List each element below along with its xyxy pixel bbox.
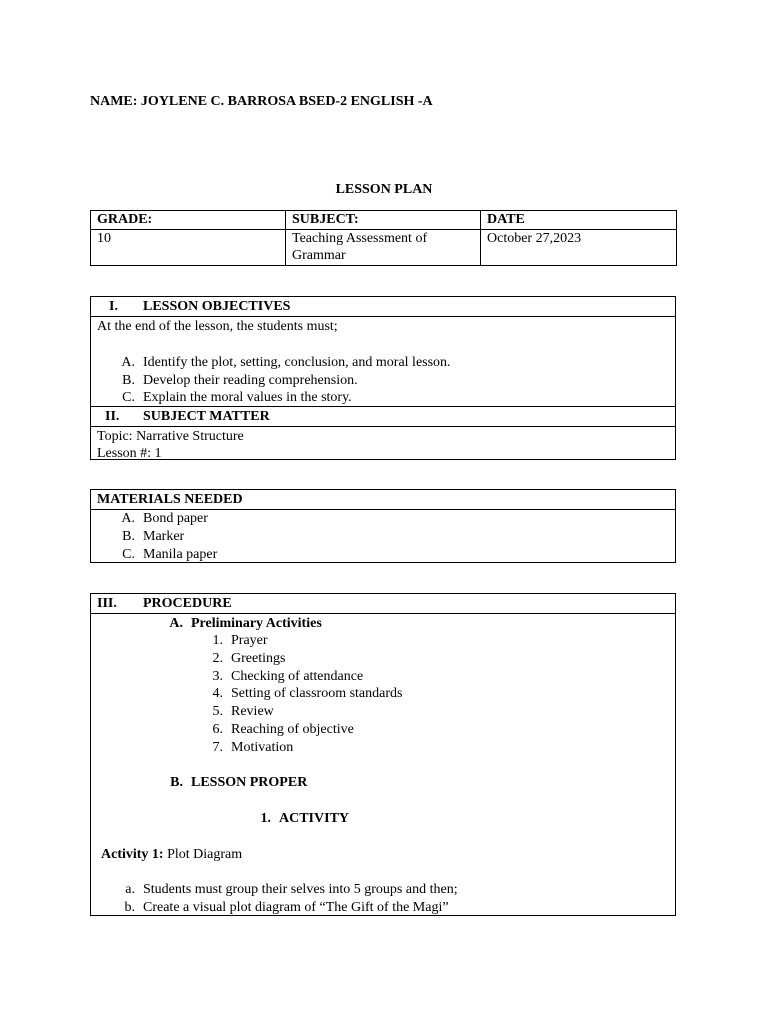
date-value: October 27,2023 xyxy=(481,230,677,266)
subject-value: Teaching Assessment of Grammar xyxy=(286,230,481,266)
preliminary-item: 6. Reaching of objective xyxy=(212,722,354,737)
student-name-line: NAME: JOYLENE C. BARROSA BSED-2 ENGLISH -A xyxy=(90,94,433,109)
preliminary-item: 3. Checking of attendance xyxy=(212,669,364,684)
topic-text: Topic: Narrative Structure xyxy=(97,429,244,444)
objectives-heading: LESSON OBJECTIVES xyxy=(143,299,291,314)
info-table xyxy=(90,210,677,266)
page-title: LESSON PLAN xyxy=(335,182,433,197)
subject-matter-number: II. xyxy=(105,409,120,424)
preliminary-item: 4. Setting of classroom standards xyxy=(212,686,403,701)
subject-matter-body xyxy=(91,427,675,462)
lesson-number-text: Lesson #: 1 xyxy=(97,446,162,461)
objectives-number: I. xyxy=(109,299,118,314)
procedure-body xyxy=(91,614,675,916)
objectives-header-row xyxy=(91,297,675,317)
objective-item: C. Explain the moral values in the story. xyxy=(122,390,352,405)
objectives-body xyxy=(91,317,675,407)
objectives-box xyxy=(90,296,676,460)
subject-header: SUBJECT: xyxy=(286,211,481,230)
preliminary-item: 1. Prayer xyxy=(212,633,268,648)
preliminary-item: 5. Review xyxy=(212,704,274,719)
lesson-proper-heading: B. LESSON PROPER xyxy=(170,775,308,790)
materials-header-row xyxy=(91,490,675,510)
activity1-item: b. Create a visual plot diagram of “The Gift of the Magi” xyxy=(124,900,449,915)
grade-value: 10 xyxy=(91,230,286,266)
materials-box xyxy=(90,489,676,563)
activity1-label: Activity 1: xyxy=(101,847,164,862)
procedure-header-row xyxy=(91,594,675,614)
procedure-number: III. xyxy=(97,596,117,611)
materials-body xyxy=(91,510,675,563)
date-header: DATE xyxy=(481,211,677,230)
procedure-box xyxy=(90,593,676,916)
material-item: A. Bond paper xyxy=(121,511,208,526)
activity1-item: a. Students must group their selves into 5 groups and then; xyxy=(125,882,458,897)
objective-item: B. Develop their reading comprehension. xyxy=(122,373,358,388)
preliminary-item: 7. Motivation xyxy=(212,740,294,755)
subject-matter-heading: SUBJECT MATTER xyxy=(143,409,270,424)
material-item: B. Marker xyxy=(122,529,185,544)
preliminary-item: 2. Greetings xyxy=(212,651,286,666)
activity-heading: 1. ACTIVITY xyxy=(260,811,350,826)
objective-item: A. Identify the plot, setting, conclusion, and moral lesson. xyxy=(121,355,451,370)
grade-header: GRADE: xyxy=(91,211,286,230)
material-item: C. Manila paper xyxy=(122,547,218,562)
procedure-heading: PROCEDURE xyxy=(143,596,232,611)
objectives-intro: At the end of the lesson, the students must; xyxy=(97,319,338,334)
preliminary-heading: A. Preliminary Activities xyxy=(169,616,322,631)
materials-heading: MATERIALS NEEDED xyxy=(97,492,243,507)
subject-matter-header-row xyxy=(91,407,675,427)
activity1-title: Plot Diagram xyxy=(167,847,243,862)
activity1-line xyxy=(101,846,242,863)
